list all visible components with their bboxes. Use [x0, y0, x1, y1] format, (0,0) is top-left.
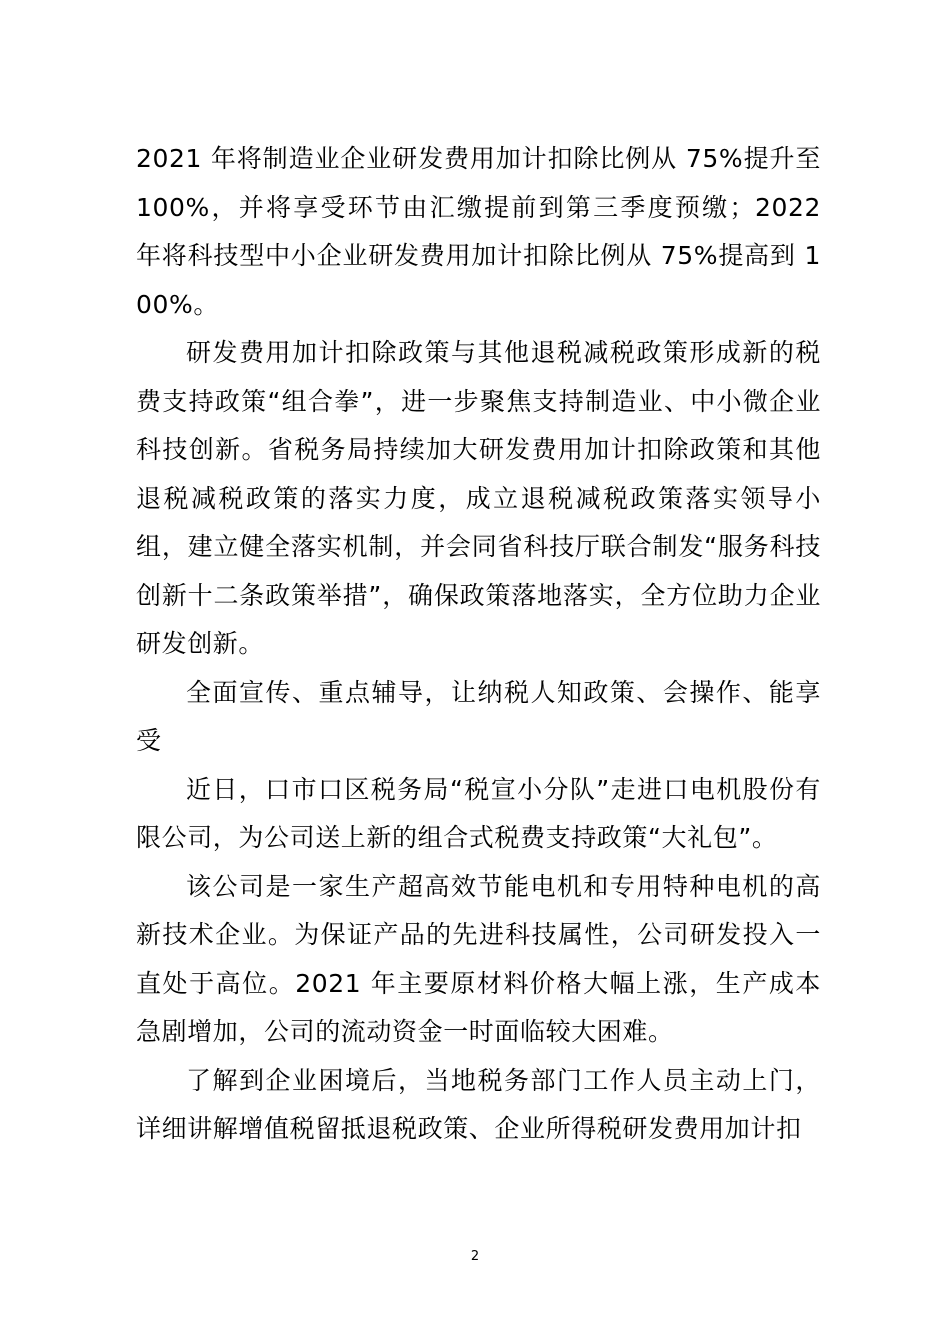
paragraph-tax-dept-assistance: 了解到企业困境后，当地税务部门工作人员主动上门，详细讲解增值税留抵退税政策、企业所得税研发费用加计扣	[136, 1065, 821, 1143]
document-body	[136, 135, 821, 1154]
paragraph-rd-deduction-ratio: 2021 年将制造业企业研发费用加计扣除比例从 75%提升至 100%，并将享受环节由汇缴提前到第三季度预缴；2022 年将科技型中小企业研发费用加计扣除比例从 75%提高到 100%。	[136, 144, 821, 319]
section-heading-publicity: 全面宣传、重点辅导，让纳税人知政策、会操作、能享受	[136, 677, 821, 755]
paragraph-policy-combination: 研发费用加计扣除政策与其他退税减税政策形成新的税费支持政策“组合拳”，进一步聚焦支持制造业、中小微企业科技创新。省税务局持续加大研发费用加计扣除政策和其他退税减税政策的落实力度，成立退税减税政策落实领导小组，建立健全落实机制，并会同省科技厅联合制发“服务科技创新十二条政策举措”，确保政策落地落实，全方位助力企业研发创新。	[136, 338, 821, 658]
paragraph-company-profile: 该公司是一家生产超高效节能电机和专用特种电机的高新技术企业。为保证产品的先进科技属性，公司研发投入一直处于高位。2021 年主要原材料价格大幅上涨，生产成本急剧增加，公司的流动资金一时面临较大困难。	[136, 871, 821, 1046]
paragraph-tax-team-visit: 近日，口市口区税务局“税宣小分队”走进口电机股份有限公司，为公司送上新的组合式税费支持政策“大礼包”。	[136, 774, 821, 852]
page-number: 2	[470, 1249, 480, 1264]
